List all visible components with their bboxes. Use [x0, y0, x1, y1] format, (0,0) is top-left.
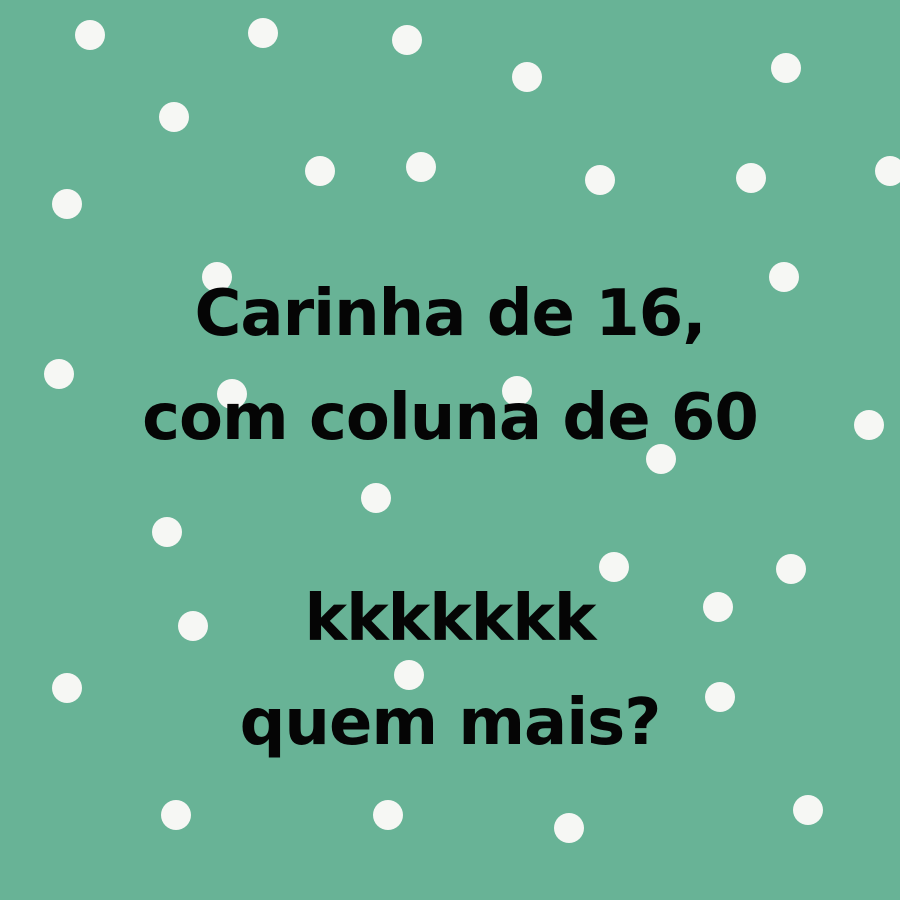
dot	[392, 25, 422, 55]
dot	[736, 163, 766, 193]
dot	[305, 156, 335, 186]
dot	[554, 813, 584, 843]
dot	[406, 152, 436, 182]
dot	[75, 20, 105, 50]
message-top	[0, 262, 900, 470]
dot	[512, 62, 542, 92]
dot	[585, 165, 615, 195]
message-line-2: com coluna de 60	[142, 381, 758, 455]
dot	[875, 156, 900, 186]
dot	[248, 18, 278, 48]
dot	[152, 517, 182, 547]
dot	[793, 795, 823, 825]
dot	[161, 800, 191, 830]
message-line-1: Carinha de 16,	[194, 277, 706, 351]
dot	[52, 189, 82, 219]
dot	[361, 483, 391, 513]
dot	[771, 53, 801, 83]
dot	[159, 102, 189, 132]
message-bottom	[0, 567, 900, 775]
dot	[373, 800, 403, 830]
message-line-3: kkkkkkk	[304, 582, 596, 656]
message-line-4: quem mais?	[239, 686, 661, 760]
